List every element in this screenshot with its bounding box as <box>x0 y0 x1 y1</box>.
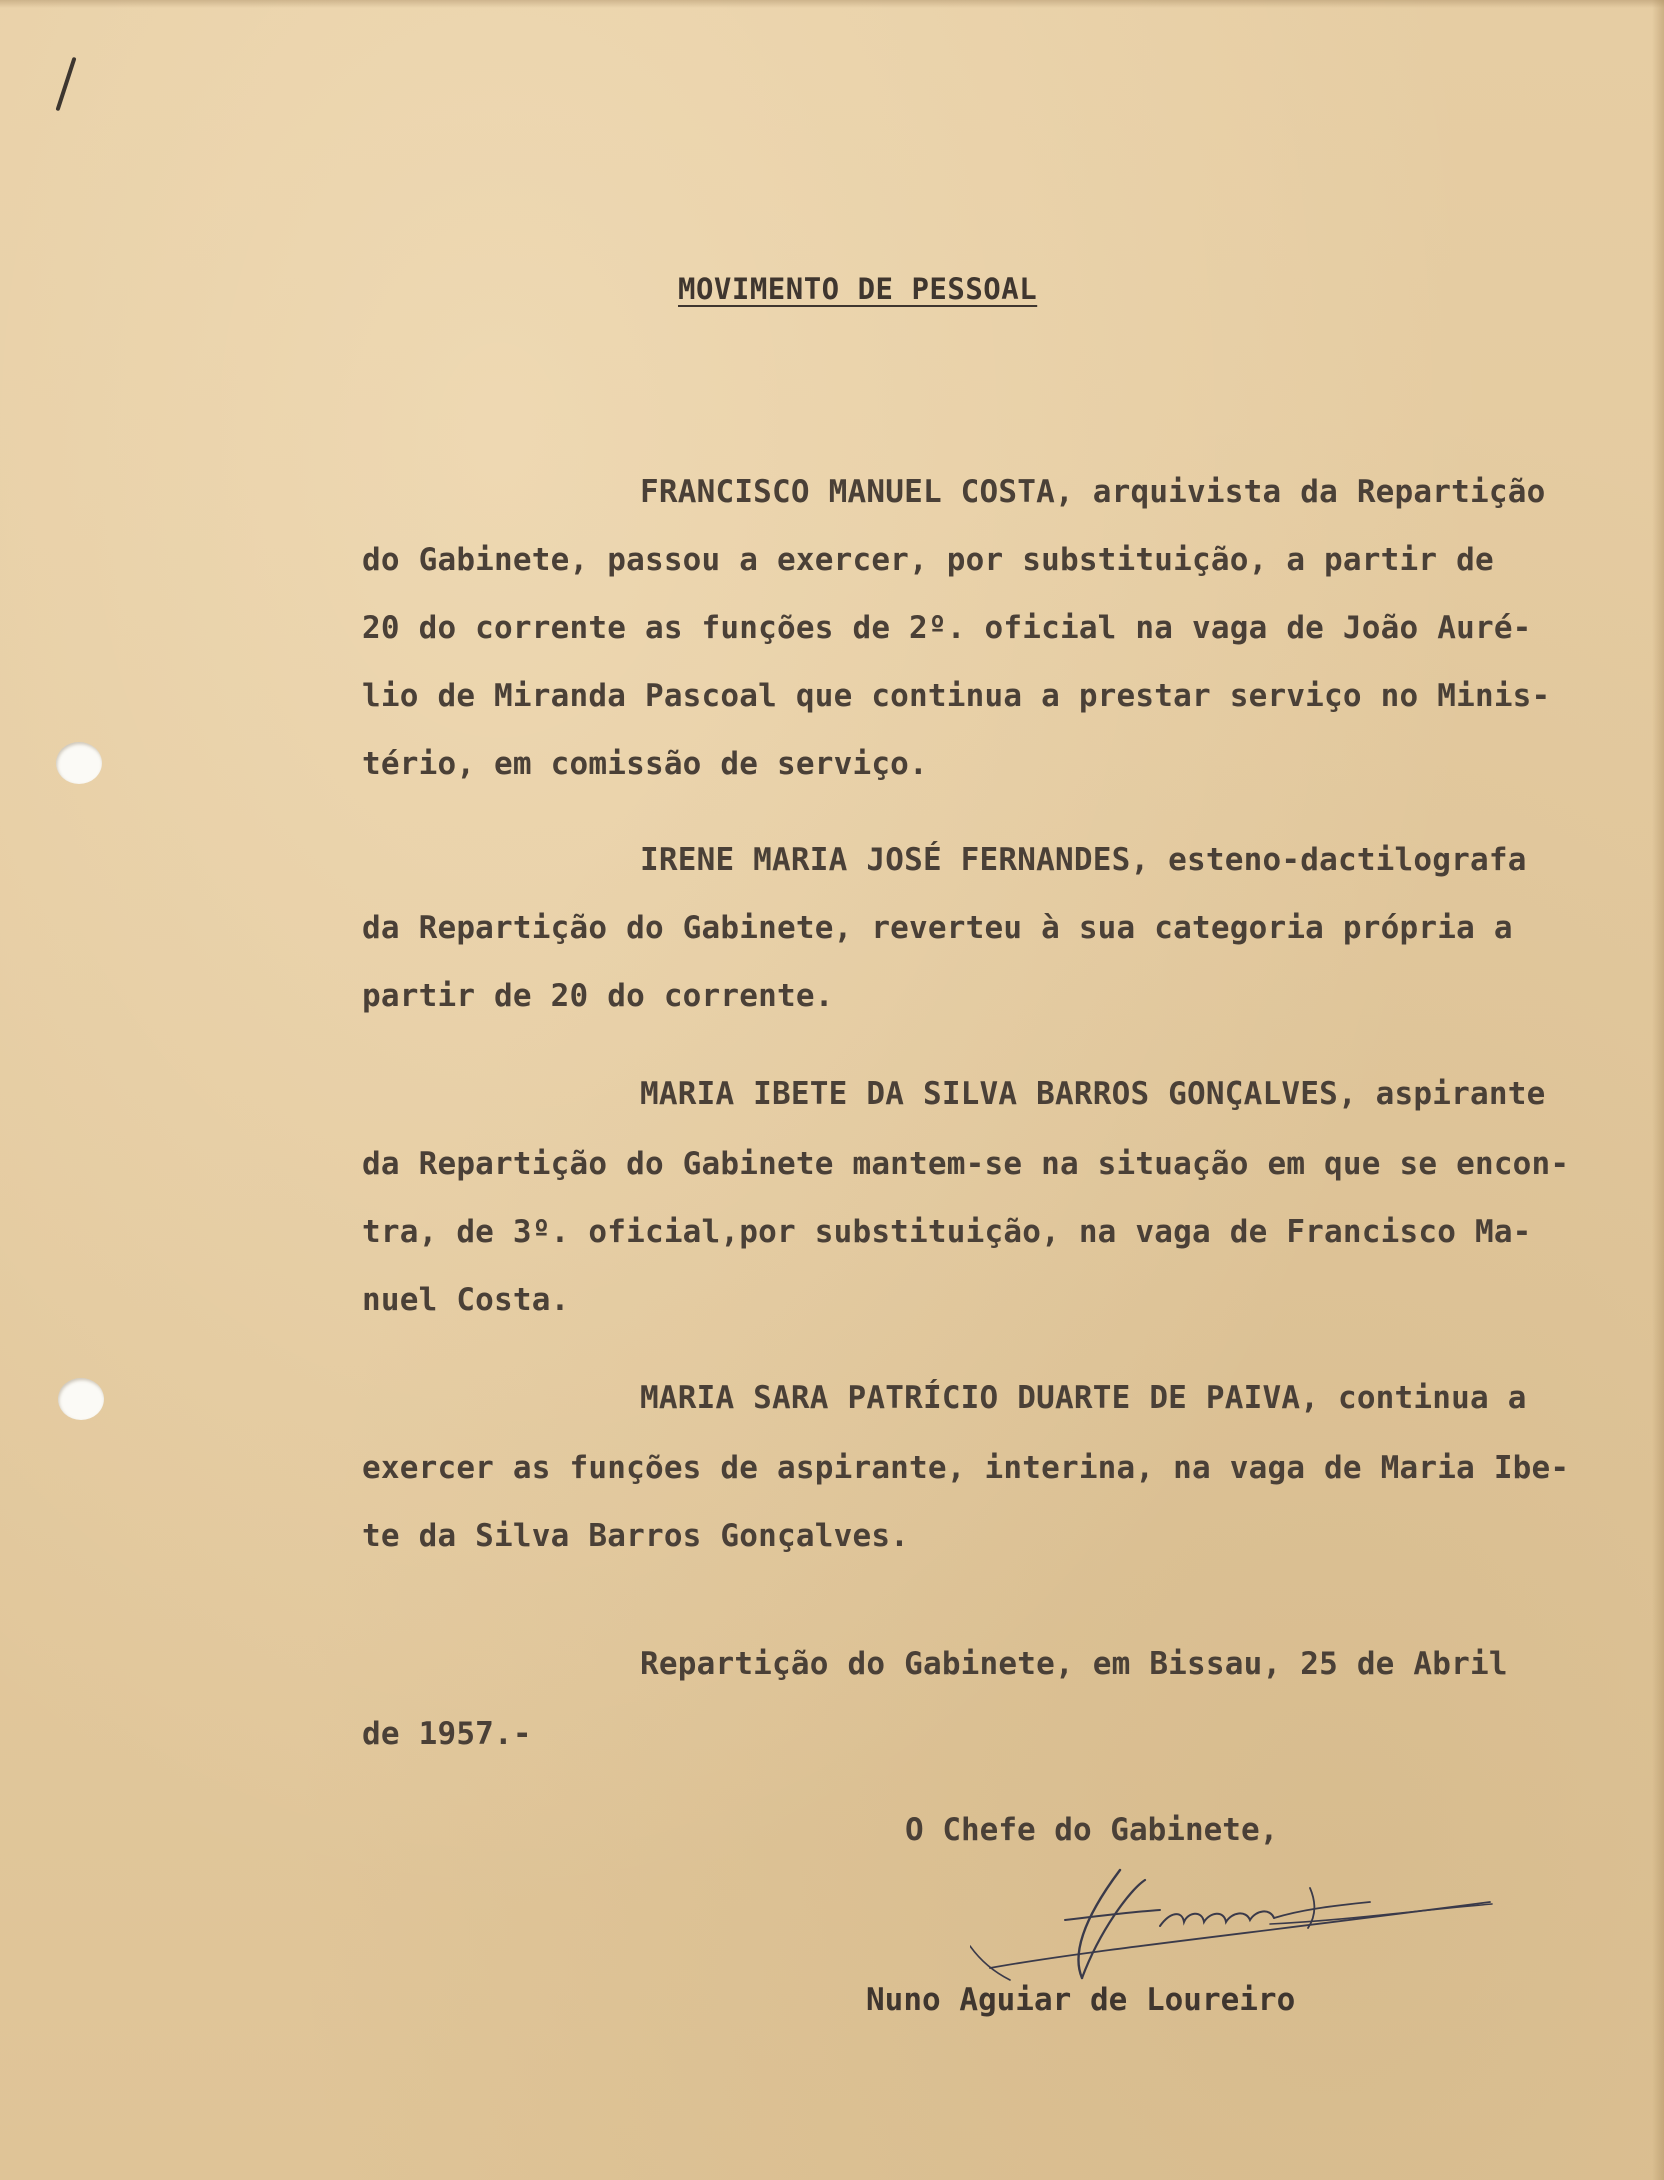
paragraph-2-line-3: partir de 20 do corrente. <box>362 978 834 1014</box>
paragraph-1-line-4: lio de Miranda Pascoal que continua a prestar serviço no Minis- <box>362 678 1551 714</box>
paper-right-edge <box>1652 0 1664 2180</box>
document-title: MOVIMENTO DE PESSOAL <box>678 272 1038 306</box>
closing-line-1: Repartição do Gabinete, em Bissau, 25 de Abril <box>640 1646 1508 1682</box>
paragraph-1-line-3: 20 do corrente as funções de 2º. oficial na vaga de João Auré- <box>362 610 1532 646</box>
paragraph-3-line-2: da Repartição do Gabinete mantem-se na situação em que se encon- <box>362 1146 1570 1182</box>
paragraph-2-line-1: IRENE MARIA JOSÉ FERNANDES, esteno-dactilografa <box>640 842 1527 878</box>
paragraph-1-line-5: tério, em comissão de serviço. <box>362 746 928 782</box>
handwritten-signature <box>970 1850 1510 2000</box>
closing-line-2: de 1957.- <box>362 1716 532 1752</box>
paragraph-1-line-1: FRANCISCO MANUEL COSTA, arquivista da Repartição <box>640 474 1546 510</box>
paragraph-3-line-1: MARIA IBETE DA SILVA BARROS GONÇALVES, aspirante <box>640 1076 1546 1112</box>
pen-mark <box>55 57 76 111</box>
signatory-name: Nuno Aguiar de Loureiro <box>866 1982 1296 2018</box>
punch-hole-lower <box>58 1378 104 1420</box>
paragraph-4-line-3: te da Silva Barros Gonçalves. <box>362 1518 910 1554</box>
paragraph-3-line-4: nuel Costa. <box>362 1282 570 1318</box>
paragraph-4-line-1: MARIA SARA PATRÍCIO DUARTE DE PAIVA, continua a <box>640 1380 1527 1416</box>
paragraph-2-line-2: da Repartição do Gabinete, reverteu à sua categoria própria a <box>362 910 1513 946</box>
paragraph-1-line-2: do Gabinete, passou a exercer, por substituição, a partir de <box>362 542 1494 578</box>
punch-hole-upper <box>56 742 102 784</box>
paper-top-edge <box>0 0 1664 8</box>
paragraph-4-line-2: exercer as funções de aspirante, interina, na vaga de Maria Ibe- <box>362 1450 1570 1486</box>
signoff-text: O Chefe do Gabinete, <box>905 1812 1279 1848</box>
paragraph-3-line-3: tra, de 3º. oficial,por substituição, na vaga de Francisco Ma- <box>362 1214 1532 1250</box>
